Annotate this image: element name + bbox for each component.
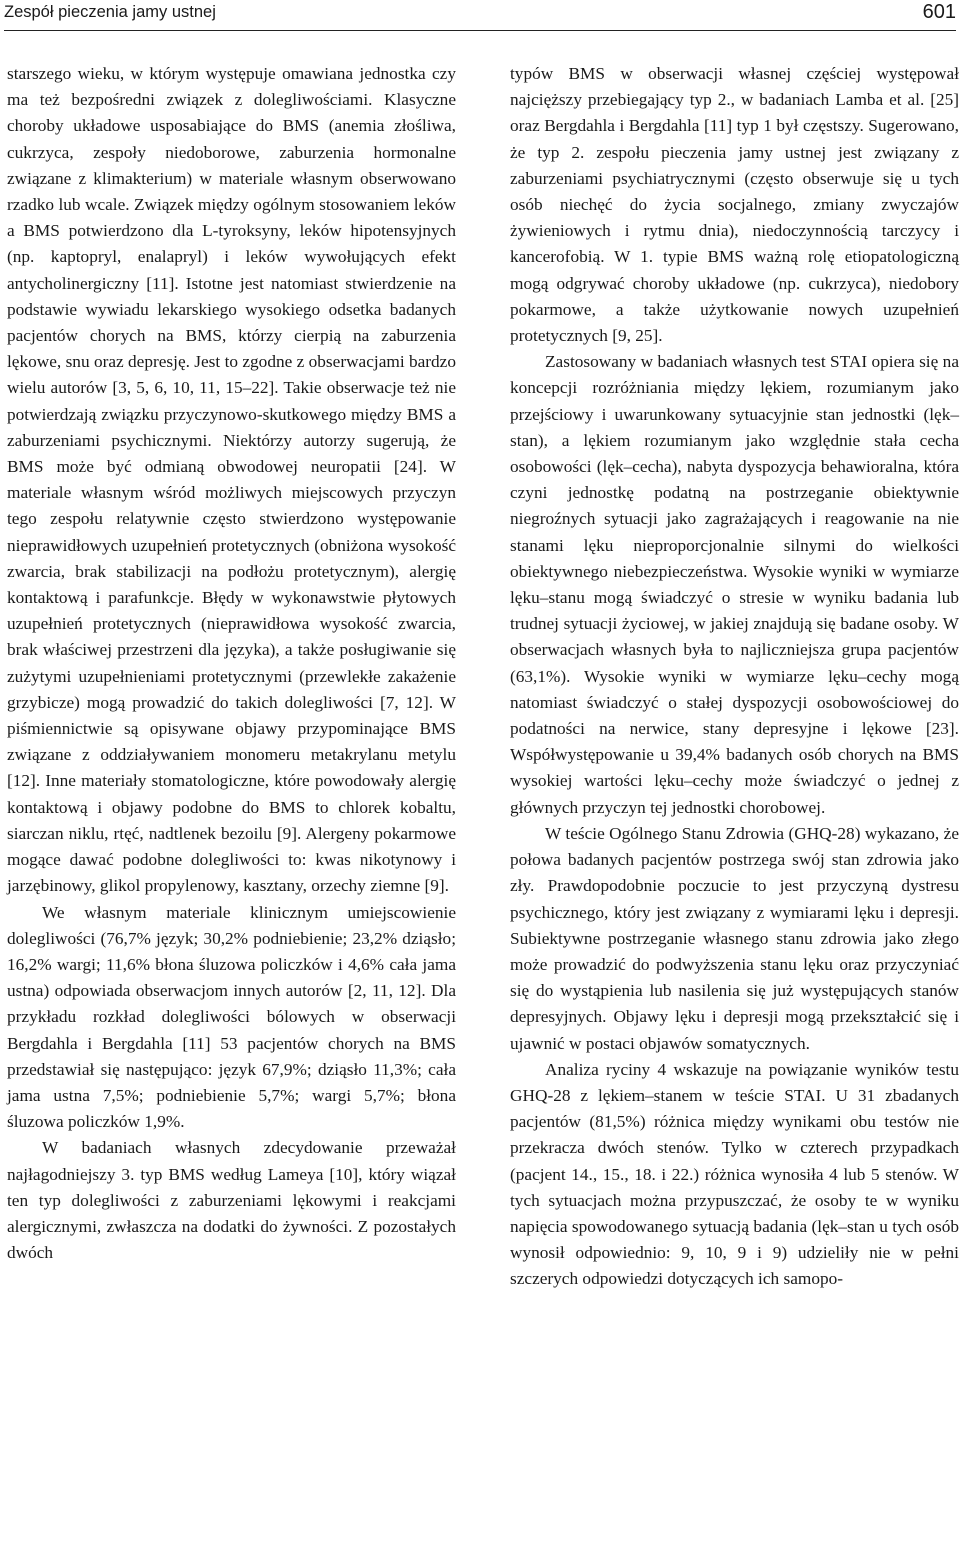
left-paragraph-3: W badaniach własnych zdecydowanie przeważał najłagodniejszy 3. typ BMS według Lameya [10], który wiązał ten typ dolegliwości z zaburzeniami lękowymi i reakcjami alergicznymi, zwłaszcza na dodatki do żywności. Z pozostałych dwóch xyxy=(7,1138,456,1263)
right-column xyxy=(510,61,959,1293)
running-title: Zespół pieczenia jamy ustnej xyxy=(4,3,216,21)
running-header xyxy=(4,0,956,31)
right-paragraph-2: Zastosowany w badaniach własnych test STAI opiera się na koncepcji rozróżniania między lękiem, rozumianym jako przejściowy i uwarunkowany sytuacyjnie stan jednostki (lęk–stan), a lękiem rozumianym jako względnie stała cecha osobowości (lęk–cecha), nabyta dyspozycja behawioralna, która czyni jednostkę podatną na postrzeganie obiektywnie niegroźnych sytuacji jako zagrażających i reagowanie na nie stanami lęku nieproporcjonalnie silnymi do wielkości obiektywnego niebezpieczeństwa. Wysokie wyniki w wymiarze lęku–stanu mogą świadczyć o stresie w wyniku badania lub trudnej sytuacji życiowej, w jakiej znajdują się badane osoby. W obserwacjach własnych była to najliczniejsza grupa pacjentów (63,1%). Wysokie wyniki w wymiarze lęku–cechy mogą natomiast świadczyć o stałej dyspozycji osobowościowej do podatności na nerwice, stany depresyjne i lękowe [23]. Współwystępowanie u 39,4% badanych osób chorych na BMS wysokiej wartości lęku–cechy może świadczyć o jednej z głównych przyczyn tej jednostki chorobowej. xyxy=(510,352,959,817)
left-paragraph-2: We własnym materiale klinicznym umiejscowienie dolegliwości (76,7% język; 30,2% podniebienie; 23,2% dziąsło; 16,2% wargi; 11,6% błona śluzowa policzków i 4,6% cała jama ustna) odpowiada obserwacjom innych autorów [2, 11, 12]. Dla przykładu rozkład dolegliwości bólowych w obserwacji Bergdahla i Bergdahla [11] 53 pacjentów chorych na BMS przedstawiał się następująco: język 67,9%; dziąsło 11,3%; cała jama ustna 7,5%; podniebienie 5,7%; wargi 5,7%; błona śluzowa policzków 1,9%. xyxy=(7,902,456,1132)
right-paragraph-3: W teście Ogólnego Stanu Zdrowia (GHQ-28) wykazano, że połowa badanych pacjentów postrzega swój stan zdrowia jako zły. Prawdopodobnie poczucie to jest przyczyną dystresu psychicznego, który jest związany z wymiarami lęku i depresji. Subiektywne postrzeganie własnego stanu zdrowia jako złego może prowadzić do podwyższenia stanu lęku oraz przyczyniać się do wystąpienia lub nasilenia się już występujących stanów depresyjnych. Objawy lęku i depresji mogą przekształcić się i ujawnić w postaci objawów somatycznych. xyxy=(510,823,959,1053)
right-paragraph-1: typów BMS w obserwacji własnej częściej występował najcięższy przebiegający typ 2., w badaniach Lamba et al. [25] oraz Bergdahla i Bergdahla [11] typ 1 był częstszy. Sugerowano, że typ 2. zespołu pieczenia jamy ustnej jest związany z zaburzeniami psychiatrycznymi (często obserwuje się u tych osób niechęć do życia socjalnego, zmiany zwyczajów żywieniowych i rytmu dnia), niedoczynnością tarczycy i kancerofobią. W 1. typie BMS ważną rolę etiopatologiczną mogą odgrywać choroby układowe (np. cukrzyca), niedobory pokarmowe, a także użytkowanie nowych uzupełnień protetycznych [9, 25]. xyxy=(510,64,959,346)
page-number: 601 xyxy=(922,1,956,23)
right-paragraph-4: Analiza ryciny 4 wskazuje na powiązanie wyników testu GHQ-28 z lękiem–stanem w teście STAI. U 31 zbadanych pacjentów (81,5%) różnica między wynikami obu testów nie przekracza dwóch stenów. Tylko w czterech przypadkach (pacjent 14., 15., 18. i 22.) różnica wynosiła 4 lub 5 stenów. W tych sytuacjach można przypuszczać, że osoby te w wyniku napięcia spowodowanego sytuacją badania (lęk–stan u tych osób wynosił odpowiednio: 9, 10, 9 i 9) udzieliły nie w pełni szczerych odpowiedzi dotyczących ich samopo- xyxy=(510,1059,959,1289)
left-column xyxy=(7,61,456,1266)
left-paragraph-1: starszego wieku, w którym występuje omawiana jednostka czy ma też bezpośredni związek z dolegliwościami. Klasyczne choroby układowe usposabiające do BMS (anemia złośliwa, cukrzyca, zespoły niedoborowe, zaburzenia hormonalne związane z klimakterium) w materiale własnym obserwowano rzadko lub wcale. Związek między ogólnym stosowaniem leków a BMS potwierdzono dla L-tyroksyny, leków hipotensyjnych (np. kaptopryl, enalapryl) i leków wywołujących efekt antycholinergiczny [11]. Istotne jest natomiast stwierdzenie na podstawie wywiadu lekarskiego wysokiego odsetka badanych pacjentów chorych na BMS, którzy cierpią na zaburzenia lękowe, snu oraz depresję. Jest to zgodne z obserwacjami bardzo wielu autorów [3, 5, 6, 10, 11, 15–22]. Takie obserwacje też nie potwierdzają związku przyczynowo-skutkowego między BMS a zaburzeniami psychicznymi. Niektórzy autorzy sugerują, że BMS może być odmianą obwodowej neuropatii [24]. W materiale własnym wśród możliwych miejscowych przyczyn tego zespołu relatywnie często stwierdzono występowanie nieprawidłowych uzupełnień protetycznych (obniżona wysokość zwarcia, brak stabilizacji na podłożu protetycznym), alergię kontaktową i parafunkcje. Błędy w wykonawstwie płytowych uzupełnień protetycznych (nieprawidłowa wysokość zwarcia, brak właściwej przestrzeni dla języka), a także posługiwanie się zużytymi uzupełnieniami protetycznymi (przewlekłe zakażenie grzybicze) mogą prowadzić do takich dolegliwości [7, 12]. W piśmiennictwie są opisywane objawy przypominające BMS związane z oddziaływaniem monomeru metakrylanu metylu [12]. Inne materiały stomatologiczne, które powodowały alergię kontaktową i objawy podobne do BMS to chlorek kobaltu, siarczan niklu, rtęć, nadtlenek bezoilu [9]. Alergeny pokarmowe mogące dawać podobne dolegliwości to: kwas nikotynowy i jarzębinowy, glikol propylenowy, kasztany, orzechy ziemne [9]. xyxy=(7,64,456,896)
